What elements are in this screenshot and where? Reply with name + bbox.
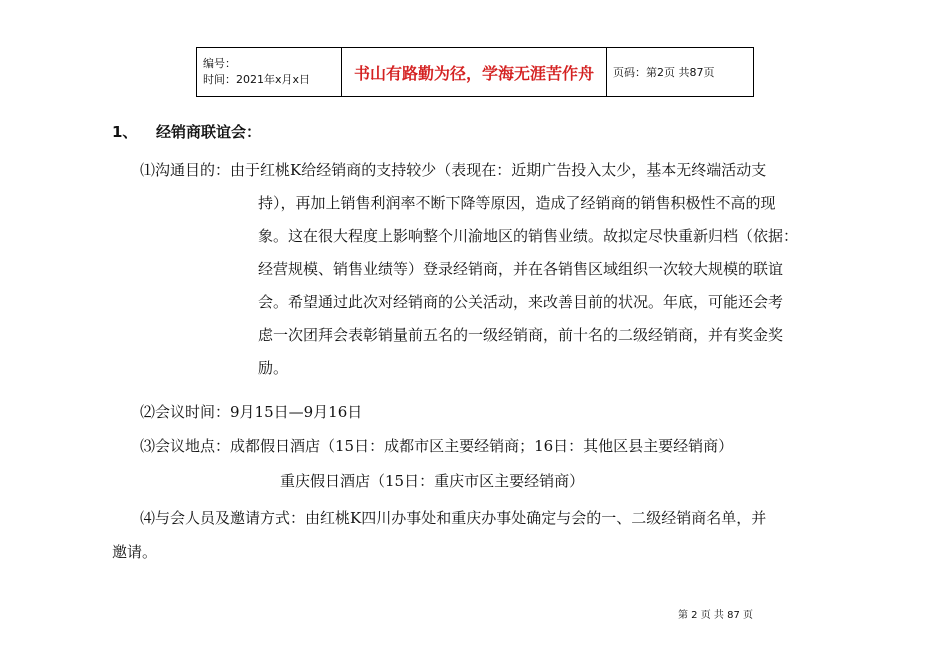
header-table	[196, 47, 754, 97]
body-line: ⑶会议地点：成都假日酒店（15日：成都市区主要经销商；16日：其他区县主要经销商）	[140, 437, 734, 455]
number-label: 编号：	[203, 57, 236, 70]
header-page-code: 页码：第2页 共87页	[607, 48, 754, 97]
body-line: 象。这在很大程度上影响整个川渝地区的销售业绩。故拟定尽快重新归档（依据：	[258, 227, 799, 245]
section-heading	[112, 122, 261, 142]
body-line: 虑一次团拜会表彰销量前五名的一级经销商，前十名的二级经销商，并有奖金奖	[258, 326, 784, 344]
time-label: 时间：2021年x月x日	[203, 73, 311, 86]
body-line: 经营规模、销售业绩等）登录经销商，并在各销售区域组织一次较大规模的联谊	[258, 260, 784, 278]
body-line: ⑴沟通目的：由于红桃K给经销商的支持较少（表现在：近期广告投入太少，基本无终端活动支	[140, 161, 767, 179]
body-line: 会。希望通过此次对经销商的公关活动，来改善目前的状况。年底，可能还会考	[258, 293, 784, 311]
body-line: ⑷与会人员及邀请方式：由红桃K四川办事处和重庆办事处确定与会的一、二级经销商名单，并	[140, 509, 767, 527]
body-line: 励。	[258, 359, 289, 377]
header-motto: 书山有路勤为径，学海无涯苦作舟	[342, 48, 607, 97]
section-number: 1、	[112, 123, 138, 141]
body-line: ⑵会议时间：9月15日—9月16日	[140, 403, 363, 421]
body-line: 邀请。	[112, 543, 158, 561]
page-footer: 第 2 页 共 87 页	[678, 610, 753, 621]
section-title: 经销商联谊会：	[156, 123, 262, 141]
body-line: 重庆假日酒店（15日：重庆市区主要经销商）	[280, 472, 585, 490]
body-line: 持），再加上销售利润率不断下降等原因，造成了经销商的销售积极性不高的现	[258, 194, 776, 212]
header-meta	[197, 48, 342, 97]
